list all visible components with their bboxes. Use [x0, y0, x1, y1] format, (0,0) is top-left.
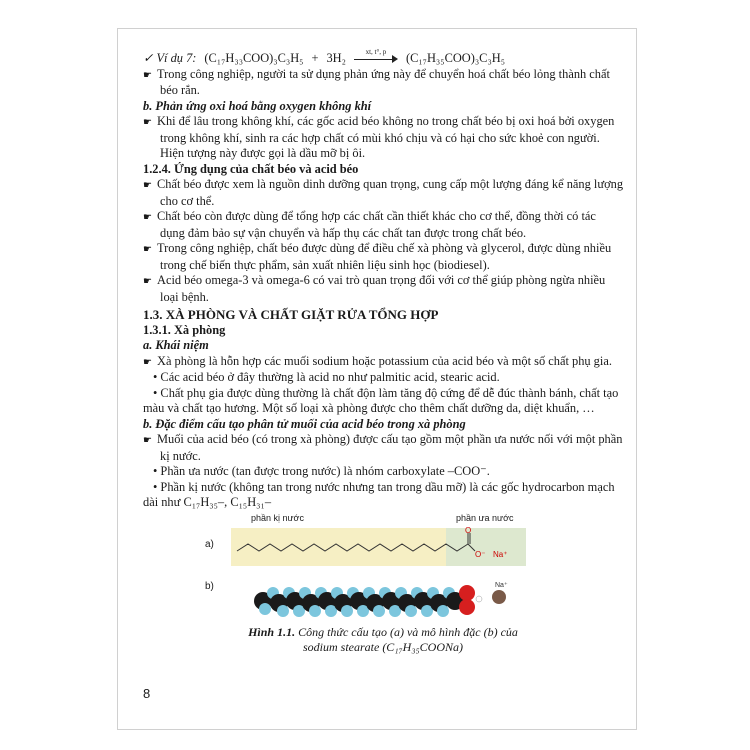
sub-point-acids: • Các acid béo ở đây thường là acid no như palmitic acid, stearic acid.: [153, 370, 500, 384]
page-content: [143, 47, 624, 673]
sodium-ion-label: Na⁺: [493, 549, 508, 559]
page-number: 8: [143, 686, 151, 701]
heading-oxidation: b. Phản ứng oxi hoá bằng oxygen không khí: [143, 98, 372, 113]
oxygen-atom: [459, 585, 475, 601]
oxygen-atom: [459, 599, 475, 615]
hand-pointer-icon: ☛: [143, 212, 152, 223]
plus-sign: +: [311, 51, 319, 65]
hand-pointer-icon: ☛: [143, 69, 152, 81]
hand-pointer-icon: ☛: [143, 244, 152, 255]
heading-applications: 1.2.4. Ứng dụng của chất béo và acid béo: [143, 161, 359, 176]
figure-caption: Hình 1.1. Công thức cấu tạo (a) và mô hình đặc (b) của sodium stearate (C₁₇H₃₅COONa): [248, 624, 518, 654]
paragraph-industry: ☛ Trong công nghiệp, người ta sử dụng phản ứng này để chuyển hoá chất béo lỏng thành chất béo rắn.: [143, 66, 610, 97]
figure-sodium-stearate: [143, 513, 623, 673]
example-label: ✓ Ví dụ 7:: [143, 51, 197, 65]
hand-pointer-icon: ☛: [143, 180, 152, 191]
sub-point-additives: • Chất phụ gia được dùng thường là chất độn làm tăng độ cứng để dễ đúc thành bánh, chất tạo màu và chất tạo hương. Một số loại xà phòng được cho thêm chất dưỡng da, diệt khuẩn, …: [143, 385, 619, 415]
hand-pointer-icon: ☛: [143, 435, 152, 446]
hand-pointer-icon: ☛: [143, 276, 152, 287]
space-filling-model: [254, 582, 508, 617]
application-item: ☛ Acid béo omega-3 và omega-6 có vai trò quan trọng đối với cơ thể giúp phòng ngừa nhiều loại bệnh.: [143, 273, 606, 304]
reaction-condition: xt, t°, p: [365, 47, 387, 56]
caption-label: Hình 1.1.: [248, 624, 296, 639]
heading-soap-detergent: 1.3. XÀ PHÒNG VÀ CHẤT GIẶT RỬA TỔNG HỢP: [143, 307, 439, 322]
application-item: ☛ Chất béo còn được dùng để tổng hợp các chất cần thiết khác cho cơ thể, đồng thời có tác dụng đảm bảo sự vận chuyển và hấp thụ các chất tan được trong chất béo.: [143, 209, 596, 240]
caption-line-2: sodium stearate (C₁₇H₃₅COONa): [302, 639, 464, 654]
paragraph-oxidation: ☛ Khi để lâu trong không khí, các gốc acid béo không no trong chất béo bị oxi hoá bởi oxygen trong không khí, sinh ra các hợp chất có mùi khó chịu và có hại cho sức khoẻ con người. Hiện tượng này được gọi là dầu mỡ bị ôi.: [143, 114, 615, 160]
reaction-arrow: [354, 47, 398, 64]
sub-point-hydrophilic: • Phần ưa nước (tan được trong nước) là nhóm carboxylate –COO⁻.: [153, 464, 490, 478]
atom-o: O: [465, 525, 472, 535]
label-hydrophilic: phần ưa nước: [456, 512, 514, 523]
product: (C₁₇H₃₅COO)₃C₃H₅: [405, 51, 506, 65]
heading-soap: 1.3.1. Xà phòng: [143, 322, 226, 337]
hand-pointer-icon: ☛: [143, 356, 152, 368]
application-item: ☛ Trong công nghiệp, chất béo được dùng để điều chế xà phòng và glycerol, được dùng nhiều trong chế biến thực phẩm, sản xuất nhiên liệu sinh học (biodiesel).: [143, 241, 612, 272]
label-b: b): [205, 580, 214, 592]
hydrophilic-region: [446, 525, 526, 566]
paragraph-soap-definition: ☛ Xà phòng là hỗn hợp các muối sodium hoặc potassium của acid béo và một số chất phụ gia.: [143, 354, 623, 371]
document-page: [117, 28, 637, 730]
sodium-atom: [492, 590, 506, 604]
reactant-1: (C₁₇H₃₃COO)₃C₃H₅: [204, 51, 304, 65]
sub-point-hydrophobic: • Phần kị nước (không tan trong nước nhưng tan trong dầu mỡ) là các gốc hydrocarbon mạch dài như C₁₇H₃₅–, C₁₅H₃₁–: [143, 479, 615, 509]
structure-diagram: [143, 525, 623, 635]
label-hydrophobic: phần kị nước: [251, 512, 304, 523]
hydrophobic-region: [231, 528, 446, 566]
reactant-2: 3H₂: [326, 51, 346, 65]
application-item: ☛ Chất béo được xem là nguồn dinh dưỡng quan trọng, cung cấp một lượng đáng kể năng lượng cho cơ thể.: [143, 177, 624, 208]
label-a: a): [205, 538, 214, 550]
example-equation: [143, 47, 623, 67]
sodium-ion-label-b: Na⁺: [495, 581, 508, 589]
paragraph-structure: ☛ Muối của acid béo (có trong xà phòng) được cấu tạo gồm một phần ưa nước nối với một phần kị nước.: [143, 432, 623, 463]
atom-o-minus: O⁻: [475, 549, 486, 559]
hand-pointer-icon: ☛: [143, 117, 152, 128]
heading-concept: a. Khái niệm: [143, 338, 209, 352]
heading-structure: b. Đặc điểm cấu tạo phân tử muối của acid béo trong xà phòng: [143, 416, 466, 431]
